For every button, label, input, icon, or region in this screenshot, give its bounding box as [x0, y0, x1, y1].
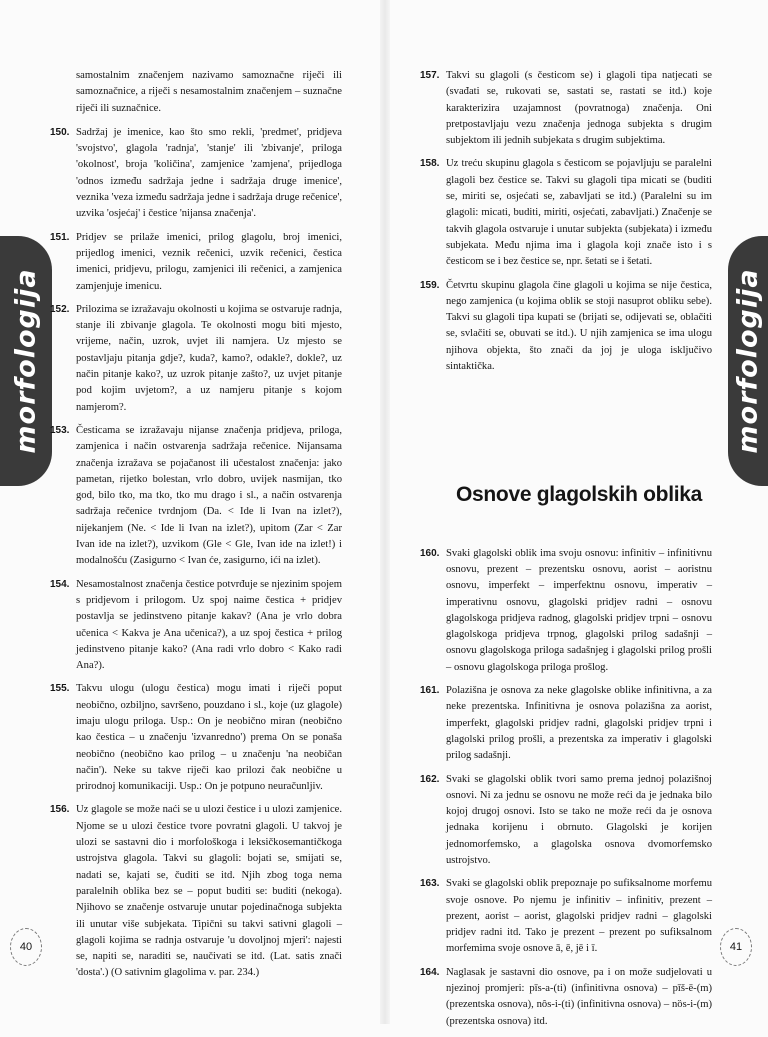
- numbered-paragraph: [420, 965, 712, 1030]
- paragraph-text: Takvu ulogu (ulogu čestica) mogu imati i riječi poput neobično, ozbiljno, savršeno, pouzdano i sl., koje (uz glagole) imaju ulogu priloga. Usp.: On je neobično miran (neobično kao čestica – u značenju 'izvanredno') prema On se ponaša neobično (neobično kao prilog – u značenju 'na neobičan način'). Neke su takve riječi kao prilozi čak neobične u prirodnoj komunikaciji. Usp.: On je potpuno neuračunljiv.: [76, 683, 342, 793]
- paragraph-number: 163.: [420, 878, 440, 890]
- paragraph-text: Svaki glagolski oblik ima svoju osnovu: infinitiv – infinitivnu osnovu, prezent – prezentsku osnovu, aorist – aoristnu osnovu, imperfekt – imperfektnu osnovu, imperativ – imperativnu osnovu, glagolski pridjev radni – osnovu glagolskoga pridjeva radnog, glagolski pridjev trpni – osnovu glagolskoga pridjeva trpnog, glagolski prilog sadašnji – osnovu glagolskoga priloga sadašnjeg i glagolski prilog prošli – osnovu glagolskoga priloga prošlog.: [446, 547, 712, 673]
- left-page: [0, 0, 384, 1024]
- paragraph-number: 161.: [420, 685, 440, 697]
- paragraph-text: Pridjev se prilaže imenici, prilog glagolu, broj imenici, prijedlog imenici, veznik rečenici, uzvik rečenici, čestica imenici, pridjevu, prilogu, zamjenici ili rečenici, a zamjenica zamjenjuje imenicu.: [76, 231, 342, 292]
- section-tab-left: [0, 236, 52, 486]
- paragraph-number: 154.: [50, 578, 70, 590]
- paragraph-number: 153.: [50, 424, 70, 436]
- section-tab-label: morfologija: [732, 268, 764, 454]
- paragraph-text: Uz treću skupinu glagola s česticom se pojavljuju se paralelni glagoli bez čestice se. Takvi su glagoli tipa micati se (buditi se, miriti se, osjećati se, zabavljati se itd.) (Paralelni su im glagoli: micati, buditi, miriti, osjećati, zabavljati.) Značenje se takvih glagola ostvaruje i unutar subjekta (subjekata) i između subjekata. Među njima ima i glagola koji znače isto i s česticom se i bez čestice se, npr. šetati se i šetati.: [446, 158, 712, 268]
- page-number-right: 41: [720, 928, 752, 966]
- paragraph-number: 164.: [420, 966, 440, 978]
- numbered-paragraph: [420, 68, 712, 149]
- section-heading: Osnove glagolskih oblika: [455, 483, 703, 507]
- continuation-paragraph: samostalnim značenjem nazivamo samoznačne riječi ili samoznačnice, a riječi s nesamostalnim značenjem – suznačne riječi ili suznačnice.: [76, 70, 342, 114]
- paragraph-text: Svaki se glagolski oblik tvori samo prema jednoj polazišnoj osnovi. Ni za jednu se osnovu ne može reći da je jednaka bilo kojoj drugoj osnovi. Isto se tako ne može reći da je osnova jednaka korijenu i obrnuto. Glagolski je korijen jednomorfemsko, a glagolska osnova dvomorfemsko ustrojstvo.: [446, 773, 712, 866]
- paragraph-text: Svaki se glagolski oblik prepoznaje po sufiksalnome morfemu svoje osnove. Po njemu je infinitiv – infinitiv, prezent – prezent, aorist – aorist, glagolski pridjev radni – glagolski pridjev radni itd. Tako je prezent – prezent po sufiksalnom morfemima svoje osnove ā, ē, jē i ī.: [446, 878, 712, 955]
- section-tab-label: morfologija: [10, 268, 42, 454]
- numbered-paragraph: [50, 302, 342, 416]
- right-column: [420, 68, 712, 1037]
- paragraph-number: 155.: [50, 683, 70, 695]
- numbered-paragraph: [50, 423, 342, 570]
- paragraph-number: 152.: [50, 303, 70, 315]
- numbered-paragraph: [50, 802, 342, 981]
- paragraph-number: 160.: [420, 547, 440, 559]
- numbered-paragraph: [50, 125, 342, 223]
- numbered-paragraph: [420, 156, 712, 270]
- paragraph-number: 151.: [50, 231, 70, 243]
- paragraph-text: Četvrtu skupinu glagola čine glagoli u kojima se nije čestica, nego zamjenica (u kojima oblik se stoji nasuprot obliku sebe). Takvi su glagoli tipa kupati se (brijati se, odijevati se, oblačiti se, svlačiti se, obuvati se itd.). U njih zamjenica se ima ulogu njihova objekta, što znači da joj je uloga isključivo sintaktička.: [446, 279, 712, 373]
- paragraph-number: 158.: [420, 158, 440, 170]
- paragraph-text: Sadržaj je imenice, kao što smo rekli, 'predmet', pridjeva 'svojstvo', glagola 'radnja', 'stanje' ili 'zbivanje', priloga 'okolnost', broja 'količina', zamjenice 'zamjena', prijedloga 'odnos između sadržaja jedne i sadržaja druge imenice', veznika 'veza između sadržaja jedne i sadržaja druge rečenice', uzvika 'osjećaj' i čestice 'nijansa značenja'.: [76, 126, 342, 220]
- paragraph-number: 150.: [50, 126, 70, 138]
- numbered-paragraph: [50, 230, 342, 295]
- section-tab-right: [728, 236, 768, 486]
- paragraph-text: Nesamostalnost značenja čestice potvrđuje se njezinim spojem s pridjevom i prilogom. Uz spoj naime čestica + pridjev postavlja se jedinstveno pitanje kakav? (Ana je vrlo dobra učenica < Kakva je Ana učenica?), a uz spoj čestica + prilog jedinstveno pitanje kako? (Ana radi vrlo dobro < Kako radi Ana?).: [76, 578, 342, 672]
- paragraph-text: Polazišna je osnova za neke glagolske oblike infinitivna, a za neke prezentska. Infinitivna je osnova polazišna za aorist, imperfekt, glagolski pridjev radni, glagolski pridjev trpni i glagolski prilog prošli, a prezentska za imperativ i glagolski prilog sadašnji.: [446, 685, 712, 762]
- numbered-paragraph: [420, 876, 712, 957]
- numbered-paragraph: [50, 681, 342, 795]
- numbered-paragraph: [420, 683, 712, 764]
- numbered-paragraph: [420, 278, 712, 376]
- paragraph-text: Uz glagole se može naći se u ulozi čestice i u ulozi zamjenice. Njome se u ulozi čestice tvore povratni glagoli. U takvoj je ulozi se sastavni dio i morfološkoga i leksičkosemantičkoga ustrojstva glagola. Takvi su glagoli: bojati se, smijati se, nadati se, kajati se, čuditi se itd. Njih zbog toga nema paralelnih oblika bez se – poput buditi se: buditi (nekoga). Njihovo se značenje ostvaruje unutar pojedinačnoga subjekta ili unutar više subjekata. Tipični su takvi sativni glagoli – glagoli kojima se radnja ostvaruje 'u dovoljnoj mjeri': najesti se, napiti se, naraditi se, naučivati se itd. (Lat. satis znači 'dosta'.) (O sativnim glagolima v. par. 234.): [76, 804, 342, 979]
- numbered-paragraph: [420, 772, 712, 870]
- paragraph-number: 159.: [420, 279, 440, 291]
- page-number-left: 40: [10, 928, 42, 966]
- paragraph-text: Prilozima se izražavaju okolnosti u kojima se ostvaruje radnja, stanje ili zbivanje glagola. Te okolnosti mogu biti mjesto, vrijeme, način, uzrok, uvjet ili namjera. Uz mjesto se postavljaju pitanja gdje?, kuda?, kamo?, odakle?, dokle?, uz način pitanje kako?, uz uzrok pitanje zašto?, uz uvjet pitanje pod kojim uvjetom?, a uz namjeru pitanje s kojom namjerom?.: [76, 303, 342, 413]
- paragraph-number: 157.: [420, 70, 440, 81]
- paragraph-number: 162.: [420, 773, 440, 785]
- paragraph-text: Česticama se izražavaju nijanse značenja pridjeva, priloga, zamjenica i način ostvarenja sadržaja rečenice. Nijansama značenja izražava se pojačanost ili učestalost značenja: jako pametan, rijetko bolestan, vrlo dobro, uvijek nasmijan, tko god, bilo tko, ma tko, tko mu drago i sl., a način ostvarenja sadržaja rečenice tvrdnjom (Da. < Ide li Ivan na izlet?), nijekanjem (Ne. < Ide li Ivan na izlet?), upitom (Zar < Zar Ivan ide na izlet?), uzvikom (Gle < Gle, Ivan ide na izlet!) i modalnošću (Zasigurno < Ivan će, zasigurno, ići na izlet).: [76, 424, 342, 567]
- paragraph-text: Naglasak je sastavni dio osnove, pa i on može sudjelovati u njezinoj promjeri: pīs-a-(ti) (infinitivna osnova) – pīš-ē-(m) (prezentska osnova), nôs-i-(ti) (infinitivna osnova) – nȍs-i-(m) (prezentska osnova) itd.: [446, 966, 712, 1027]
- paragraph-text: Takvi su glagoli (s česticom se) i glagoli tipa natjecati se (svađati se, rukovati se, sastati se, rastati se itd.) koje karakterizira uzajamnost (povratnoga) značenja. Oni pretpostavljaju vezu značenja jednoga subjekta s drugim subjektom ili jednih subjekata s drugim subjektima.: [446, 70, 712, 147]
- numbered-paragraph: [50, 577, 342, 675]
- left-column: [50, 68, 342, 989]
- paragraph-number: 156.: [50, 804, 70, 816]
- numbered-paragraph: [420, 546, 712, 676]
